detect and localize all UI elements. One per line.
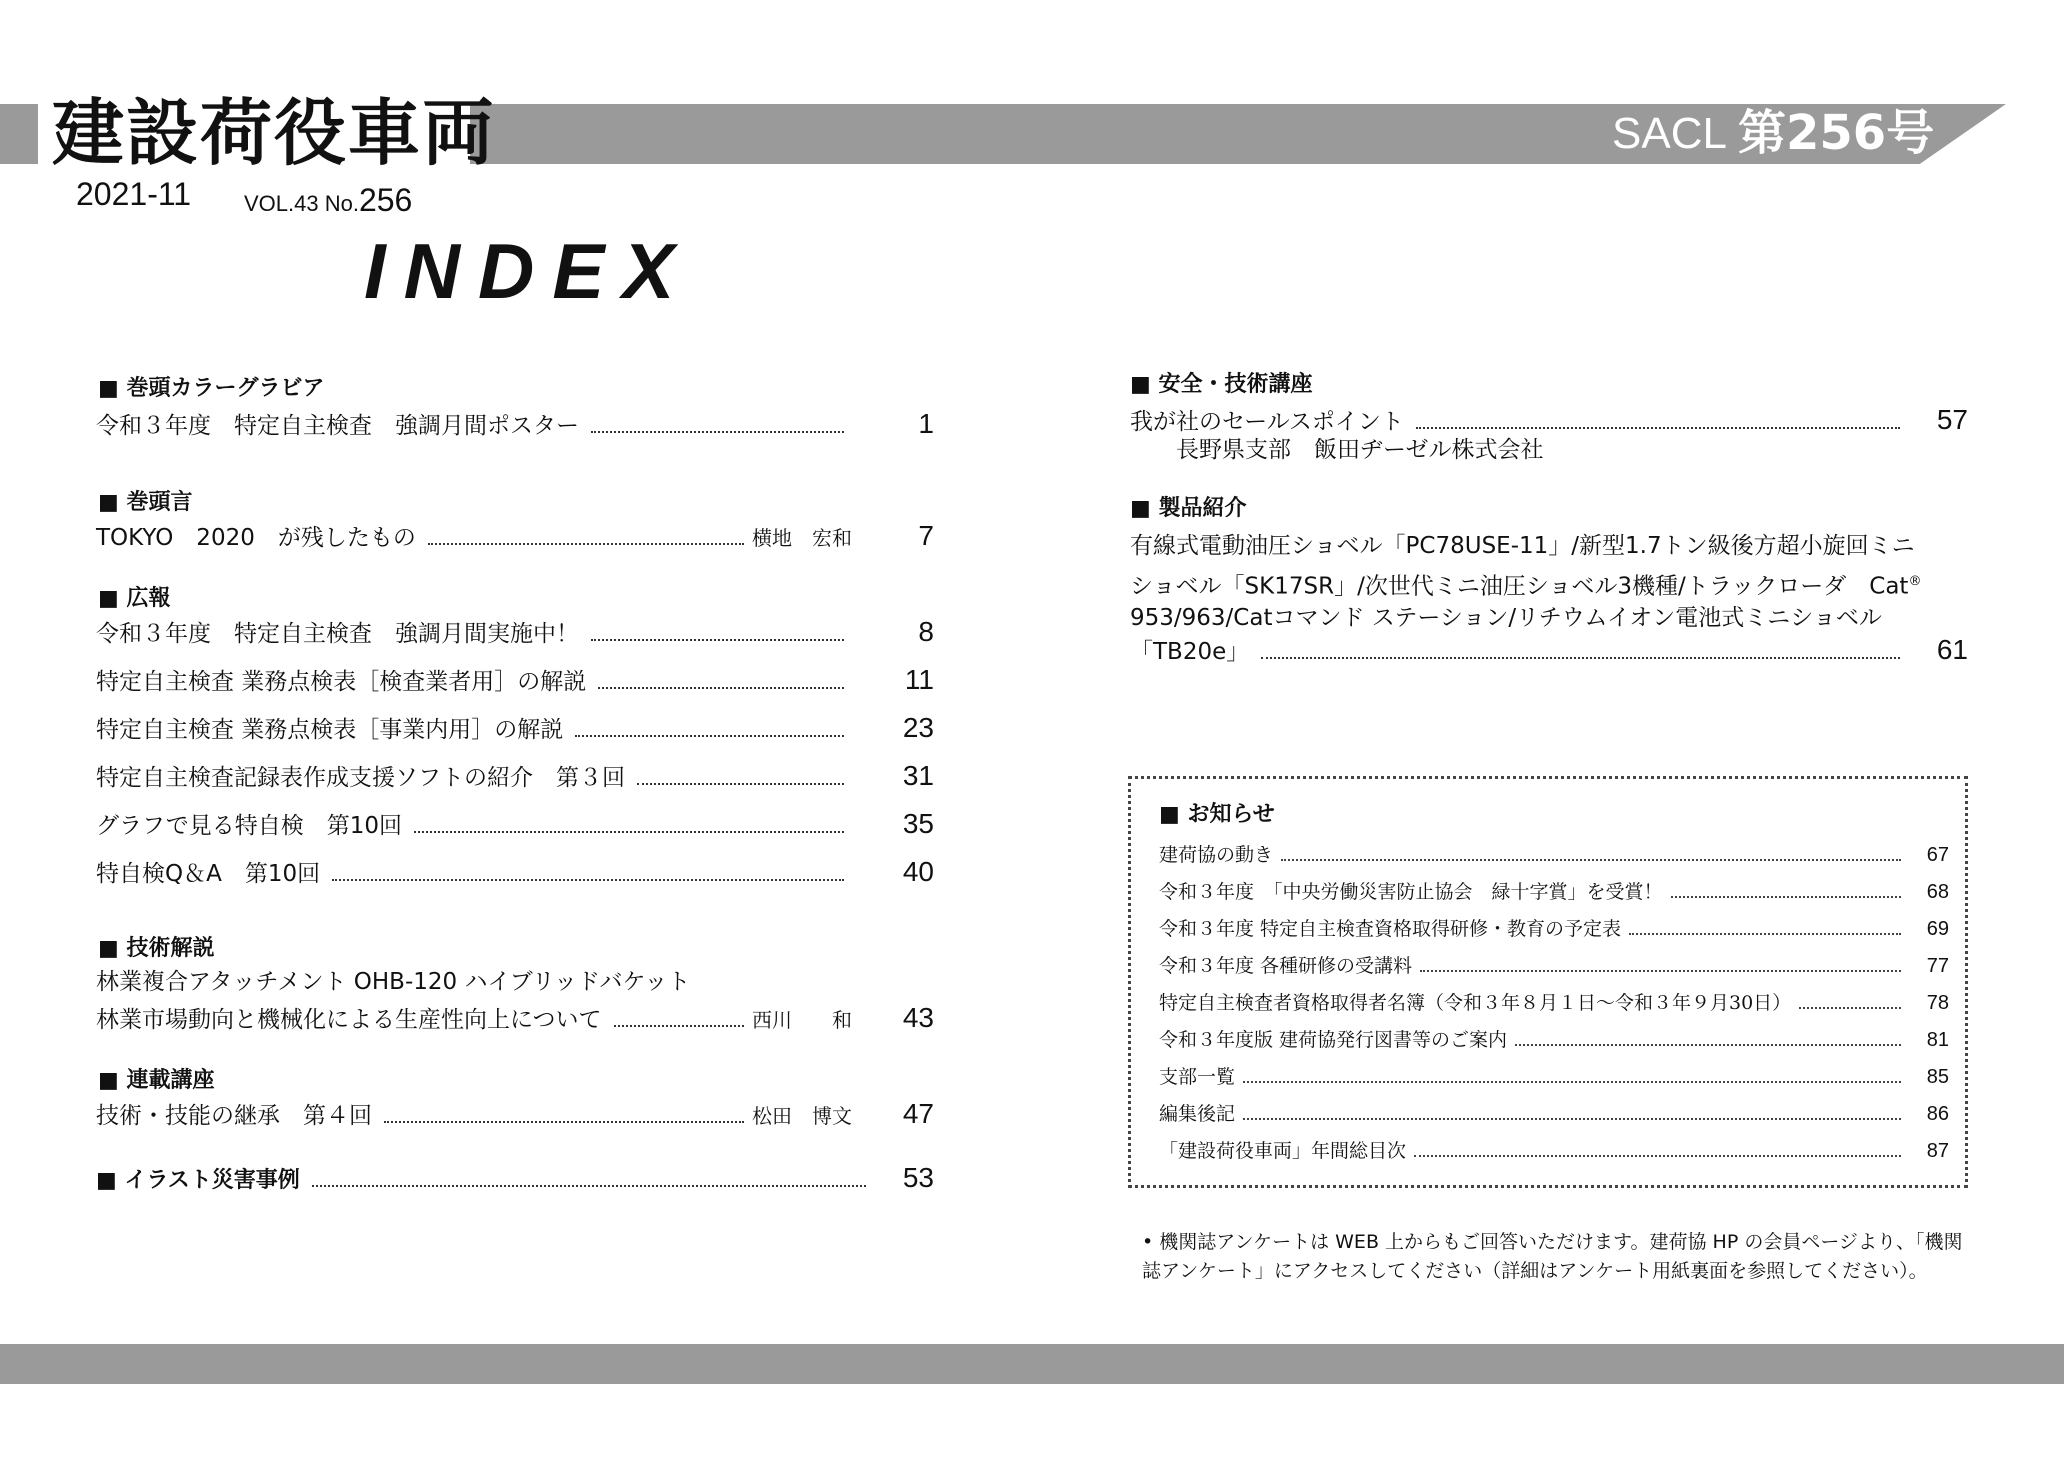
- leader-dots: [1243, 1081, 1901, 1083]
- leader-dots: [1243, 1118, 1901, 1120]
- leader-dots: [598, 687, 844, 689]
- notice-row-page: 87: [1926, 1140, 1949, 1162]
- leader-dots: [1416, 427, 1900, 429]
- leader-dots: [1414, 1155, 1901, 1157]
- issue-date: 2021-11: [76, 176, 192, 212]
- leader-dots: [575, 735, 844, 737]
- toc-row[interactable]: [96, 808, 934, 842]
- leader-dots: [1799, 1007, 1901, 1009]
- section-heading: ■ 技術解説: [98, 936, 215, 961]
- notice-row[interactable]: [1159, 841, 1949, 869]
- leader-dots: [637, 783, 844, 785]
- notice-row[interactable]: [1159, 1137, 1949, 1165]
- toc-row[interactable]: [96, 408, 934, 442]
- notice-row-title: 令和３年度 各種研修の受講料: [1159, 955, 1413, 977]
- toc-row-title: 特自検Q＆A 第10回: [96, 861, 321, 887]
- toc-row-title-line: 林業複合アタッチメント OHB-120 ハイブリッドバケット: [96, 969, 691, 995]
- notice-row-title: 建荷協の動き: [1159, 844, 1274, 866]
- section-heading: ■ 安全・技術講座: [1130, 372, 1313, 397]
- volume-label: VOL.43 No.: [244, 191, 359, 216]
- volume-info: [244, 182, 412, 219]
- section-heading: ■ 広報: [98, 586, 171, 611]
- section-heading: ■ 連載講座: [98, 1068, 215, 1093]
- toc-row-author: 松田 博文: [752, 1104, 852, 1128]
- section-heading: ■ 巻頭言: [98, 490, 193, 515]
- toc-row[interactable]: [96, 1098, 934, 1132]
- sacl-label: SACL: [1612, 109, 1727, 158]
- notice-row[interactable]: [1159, 878, 1949, 906]
- registered-mark: ®: [1908, 574, 1922, 589]
- notice-title: ■ お知らせ: [1159, 802, 1275, 827]
- notice-row[interactable]: [1159, 989, 1949, 1017]
- toc-row-title: 林業市場動向と機械化による生産性向上について: [96, 1007, 602, 1033]
- leader-dots: [591, 431, 844, 433]
- toc-row[interactable]: [1130, 634, 1968, 668]
- notice-row[interactable]: [1159, 1063, 1949, 1091]
- toc-row-title: 特定自主検査 業務点検表［検査業者用］の解説: [96, 669, 587, 695]
- notice-row-page: 68: [1926, 881, 1949, 903]
- notice-row-title: 令和３年度 特定自主検査資格取得研修・教育の予定表: [1159, 918, 1622, 940]
- notice-row-page: 78: [1926, 992, 1949, 1014]
- toc-row[interactable]: [96, 1002, 934, 1036]
- toc-row[interactable]: [1130, 404, 1968, 438]
- toc-row[interactable]: [96, 760, 934, 794]
- toc-row-page: 1: [918, 408, 934, 439]
- leader-dots: [614, 1025, 744, 1027]
- notice-row-page: 86: [1926, 1103, 1949, 1125]
- notice-row-page: 69: [1926, 918, 1949, 940]
- leader-dots: [1515, 1044, 1901, 1046]
- leader-dots: [1281, 859, 1901, 861]
- toc-row[interactable]: [96, 664, 934, 698]
- toc-row-page: 43: [902, 1002, 934, 1033]
- toc-row-page: 61: [1936, 634, 1968, 665]
- toc-row-title: 「TB20e」: [1130, 639, 1250, 665]
- notice-row-page: 67: [1926, 844, 1949, 866]
- toc-row-title-line: 有線式電動油圧ショベル「PC78USE-11」/新型1.7トン級後方超小旋回ミニ: [1130, 533, 1915, 559]
- toc-row-title: 特定自主検査 業務点検表［事業内用］の解説: [96, 717, 564, 743]
- leader-dots: [1420, 970, 1901, 972]
- toc-row-page: 47: [902, 1098, 934, 1129]
- leader-dots: [312, 1185, 866, 1187]
- toc-row-author: 西川 和: [752, 1008, 852, 1032]
- toc-row-page: 35: [902, 808, 934, 839]
- footer-band: [0, 1344, 2064, 1384]
- notice-row-title: 令和３年度版 建荷協発行図書等のご案内: [1159, 1029, 1508, 1051]
- toc-row[interactable]: [96, 616, 934, 650]
- notice-row-title: 令和３年度 「中央労働災害防止協会 緑十字賞」を受賞！: [1159, 881, 1663, 903]
- toc-row-title-line: [1130, 566, 1921, 603]
- notice-row-title: 「建設荷役車両」年間総目次: [1159, 1140, 1407, 1162]
- toc-row-page: 53: [902, 1162, 934, 1193]
- notice-row-page: 77: [1926, 955, 1949, 977]
- toc-row-page: 8: [918, 616, 934, 647]
- notice-row-page: 85: [1926, 1066, 1949, 1088]
- leader-dots: [428, 543, 744, 545]
- notice-row-page: 81: [1926, 1029, 1949, 1051]
- leader-dots: [384, 1121, 744, 1123]
- toc-row-title-text: ショベル「SK17SR」/次世代ミニ油圧ショベル3機種/トラックローダ Cat: [1130, 573, 1909, 600]
- toc-row[interactable]: [96, 856, 934, 890]
- section-heading: ■ 製品紹介: [1130, 496, 1247, 521]
- magazine-title: 建設荷役車両: [52, 91, 497, 175]
- notice-row-title: 特定自主検査者資格取得者名簿（令和３年８月１日～令和３年９月30日）: [1159, 992, 1792, 1014]
- volume-number: 256: [358, 182, 413, 218]
- notice-row[interactable]: [1159, 952, 1949, 980]
- index-heading: INDEX: [364, 227, 693, 315]
- survey-footnote: • 機関誌アンケートは WEB 上からもご回答いただけます。建荷協 HP の会員ページより、「機関誌アンケート」にアクセスしてください（詳細はアンケート用紙裏面を参照してください）。: [1142, 1231, 1963, 1282]
- toc-row-author: 横地 宏和: [752, 526, 852, 550]
- toc-row-title-line: 953/963/Catコマンド ステーション/リチウムイオン電池式ミニショベル: [1130, 605, 1882, 631]
- section-heading: ■ イラスト災害事例: [96, 1168, 300, 1193]
- toc-row-page: 11: [904, 664, 934, 695]
- toc-row-subtitle: 長野県支部 飯田ヂーゼル株式会社: [1176, 437, 1544, 463]
- toc-row-page: 40: [902, 856, 934, 887]
- notice-row[interactable]: [1159, 915, 1949, 943]
- toc-row-title: 我が社のセールスポイント: [1130, 409, 1404, 435]
- notice-row[interactable]: [1159, 1026, 1949, 1054]
- notice-box: [1128, 776, 1968, 1188]
- section-heading: ■ 巻頭カラーグラビア: [98, 376, 325, 401]
- notice-row[interactable]: [1159, 1100, 1949, 1128]
- leader-dots: [414, 831, 844, 833]
- toc-row[interactable]: [96, 1162, 934, 1197]
- toc-row-title: TOKYO 2020 が残したもの: [96, 525, 416, 551]
- leader-dots: [332, 879, 844, 881]
- toc-row-page: 7: [918, 520, 934, 551]
- leader-dots: [591, 639, 844, 641]
- notice-row-title: 支部一覧: [1159, 1066, 1236, 1088]
- toc-row-title: 技術・技能の継承 第４回: [96, 1103, 372, 1129]
- leader-dots: [1629, 933, 1901, 935]
- leader-dots: [1261, 657, 1900, 659]
- issue-number: 第256号: [1738, 105, 1935, 161]
- leader-dots: [1671, 896, 1901, 898]
- toc-row-title: 令和３年度 特定自主検査 強調月間ポスター: [96, 413, 579, 439]
- toc-row-title: 特定自主検査記録表作成支援ソフトの紹介 第３回: [96, 765, 625, 791]
- toc-row-page: 23: [902, 712, 934, 743]
- toc-row[interactable]: [96, 712, 934, 746]
- toc-row-page: 31: [902, 760, 934, 791]
- toc-row-page: 57: [1936, 404, 1968, 435]
- toc-row-title: 令和３年度 特定自主検査 強調月間実施中！: [96, 621, 579, 647]
- notice-row-title: 編集後記: [1159, 1103, 1236, 1125]
- toc-row-title: グラフで見る特自検 第10回: [96, 813, 402, 839]
- toc-row[interactable]: [96, 520, 934, 554]
